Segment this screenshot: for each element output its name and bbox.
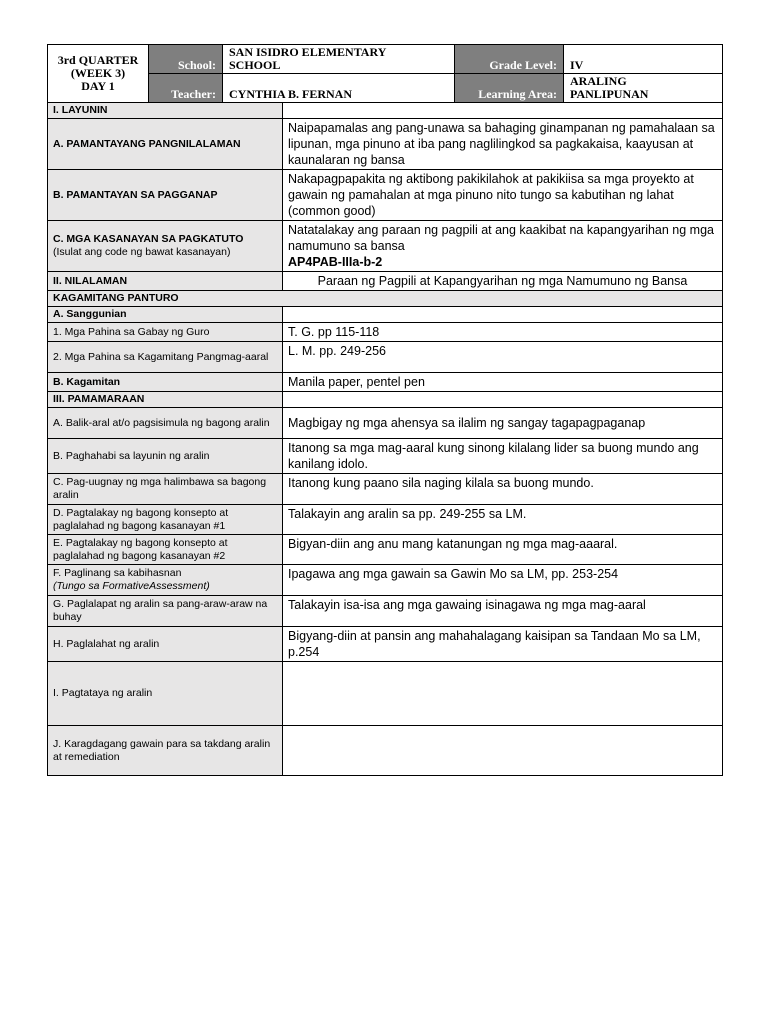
kagamitang-mag-aaral-label: 2. Mga Pahina sa Kagamitang Pangmag-aaral (48, 342, 283, 373)
table-row (48, 439, 723, 474)
pagtalakay-2-label: E. Pagtalakay ng bagong konsepto at paglalahad ng bagong kasanayan #2 (48, 535, 283, 565)
karagdagang-gawain-value (283, 726, 723, 776)
pagtalakay-1-label: D. Pagtalakay ng bagong konsepto at paglalahad ng bagong kasanayan #1 (48, 505, 283, 535)
table-row (48, 505, 723, 535)
pag-uugnay-value: Itanong kung paano sila naging kilala sa buong mundo. (283, 474, 723, 505)
table-row (48, 221, 723, 272)
empty-cell (283, 392, 723, 408)
pamantayang-pangnilalaman-value: Naipapamalas ang pang-unawa sa bahaging ginampanan ng pamahalaan sa lipunan, mga pinuno at iba pang naglilingkod sa pagkakaisa, kaayusan at kaunalaran ng bansa (283, 119, 723, 170)
pamantayan-sa-pagganap-value: Nakapagpapakita ng aktibong pakikilahok at pakikiisa sa mga proyekto at gawain ng pamahalan at mga pinuno nito tungo sa kabutihan ng lahat (common good) (283, 170, 723, 221)
school-label: School: (149, 45, 223, 74)
table-row (48, 662, 723, 726)
nilalaman-label: II. NILALAMAN (48, 272, 283, 291)
kasanayan-label: C. MGA KASANAYAN SA PAGKATUTO (53, 233, 244, 245)
week-label: (WEEK 3) (70, 66, 126, 80)
school-value (223, 45, 455, 74)
kagamitan-label: B. Kagamitan (48, 373, 283, 392)
empty-cell (283, 307, 723, 323)
paghahabi-label: B. Paghahabi sa layunin ng aralin (48, 439, 283, 474)
balik-aral-label: A. Balik-aral at/o pagsisimula ng bagong aralin (48, 408, 283, 439)
paglinang-label: F. Paglinang sa kabihasnan (53, 567, 182, 579)
teacher-label: Teacher: (149, 74, 223, 103)
pamamaraan-heading: III. PAMAMARAAN (48, 392, 283, 408)
paglalapat-label: G. Paglalapat ng aralin sa pang-araw-araw na buhay (48, 596, 283, 627)
pagtalakay-2-value: Bigyan-diin ang anu mang katanungan ng mga mag-aaaral. (283, 535, 723, 565)
kasanayan-sublabel: (Isulat ang code ng bawat kasanayan) (53, 246, 231, 258)
kasanayan-label-cell (48, 221, 283, 272)
karagdagang-gawain-label: J. Karagdagang gawain para sa takdang aralin at remediation (48, 726, 283, 776)
table-row (48, 392, 723, 408)
teacher-value: CYNTHIA B. FERNAN (223, 74, 455, 103)
day-label: DAY 1 (81, 79, 115, 93)
table-row (48, 474, 723, 505)
table-row (48, 627, 723, 662)
school-name-line1: SAN ISIDRO ELEMENTARY (229, 45, 387, 59)
quarter-cell (48, 45, 149, 103)
table-row (48, 291, 723, 307)
paglinang-label-cell (48, 565, 283, 596)
sanggunian-heading: A. Sanggunian (48, 307, 283, 323)
learning-area-label: Learning Area: (455, 74, 564, 103)
kasanayan-value: Natatalakay ang paraan ng pagpili at ang kaakibat na kapangyarihan ng mga namumuno sa bansa (288, 223, 715, 253)
table-row (48, 596, 723, 627)
kasanayan-value-cell (283, 221, 723, 272)
gabay-guro-label: 1. Mga Pahina sa Gabay ng Guro (48, 323, 283, 342)
quarter-label: 3rd QUARTER (57, 53, 139, 67)
kagamitang-mag-aaral-value: L. M. pp. 249-256 (283, 342, 723, 373)
paglalahat-value: Bigyang-diin at pansin ang mahahalagang kaisipan sa Tandaan Mo sa LM, p.254 (283, 627, 723, 662)
table-row (48, 103, 723, 119)
table-row (48, 373, 723, 392)
grade-level-label: Grade Level: (455, 45, 564, 74)
paglinang-value: Ipagawa ang mga gawain sa Gawin Mo sa LM, pp. 253-254 (283, 565, 723, 596)
nilalaman-value: Paraan ng Pagpili at Kapangyarihan ng mga Namumuno ng Bansa (283, 272, 723, 291)
empty-cell (283, 103, 723, 119)
paglalapat-value: Talakayin isa-isa ang mga gawaing isinagawa ng mga mag-aaral (283, 596, 723, 627)
school-name-line2: SCHOOL (229, 58, 281, 72)
paghahabi-value: Itanong sa mga mag-aaral kung sinong kilalang lider sa buong mundo ang kanilang idolo. (283, 439, 723, 474)
table-row (48, 119, 723, 170)
table-row (48, 726, 723, 776)
pag-uugnay-label: C. Pag-uugnay ng mga halimbawa sa bagong aralin (48, 474, 283, 505)
kasanayan-code: AP4PAB-IIIa-b-2 (288, 255, 383, 269)
kagamitan-value: Manila paper, pentel pen (283, 373, 723, 392)
table-row (48, 323, 723, 342)
kagamitang-panturo-heading: KAGAMITANG PANTURO (48, 291, 723, 307)
paglinang-sublabel: (Tungo sa FormativeAssessment) (53, 580, 210, 592)
pamantayang-pangnilalaman-label: A. PAMANTAYANG PANGNILALAMAN (48, 119, 283, 170)
learning-area-value (564, 74, 723, 103)
pagtalakay-1-value: Talakayin ang aralin sa pp. 249-255 sa LM. (283, 505, 723, 535)
paglalahat-label: H. Paglalahat ng aralin (48, 627, 283, 662)
learning-area-line1: ARALING (570, 74, 627, 88)
learning-area-line2: PANLIPUNAN (570, 87, 649, 101)
layunin-heading: I. LAYUNIN (48, 103, 283, 119)
table-row (48, 342, 723, 373)
pamantayan-sa-pagganap-label: B. PAMANTAYAN SA PAGGANAP (48, 170, 283, 221)
table-row (48, 307, 723, 323)
pagtataya-value (283, 662, 723, 726)
grade-level-value: IV (564, 45, 723, 74)
table-row (48, 170, 723, 221)
table-row (48, 535, 723, 565)
balik-aral-value: Magbigay ng mga ahensya sa ilalim ng sangay tagapagpaganap (283, 408, 723, 439)
table-row (48, 565, 723, 596)
lesson-plan-table (47, 102, 723, 776)
pagtataya-label: I. Pagtataya ng aralin (48, 662, 283, 726)
lesson-header-table (47, 44, 723, 103)
table-row (48, 408, 723, 439)
table-row (48, 272, 723, 291)
gabay-guro-value: T. G. pp 115-118 (283, 323, 723, 342)
